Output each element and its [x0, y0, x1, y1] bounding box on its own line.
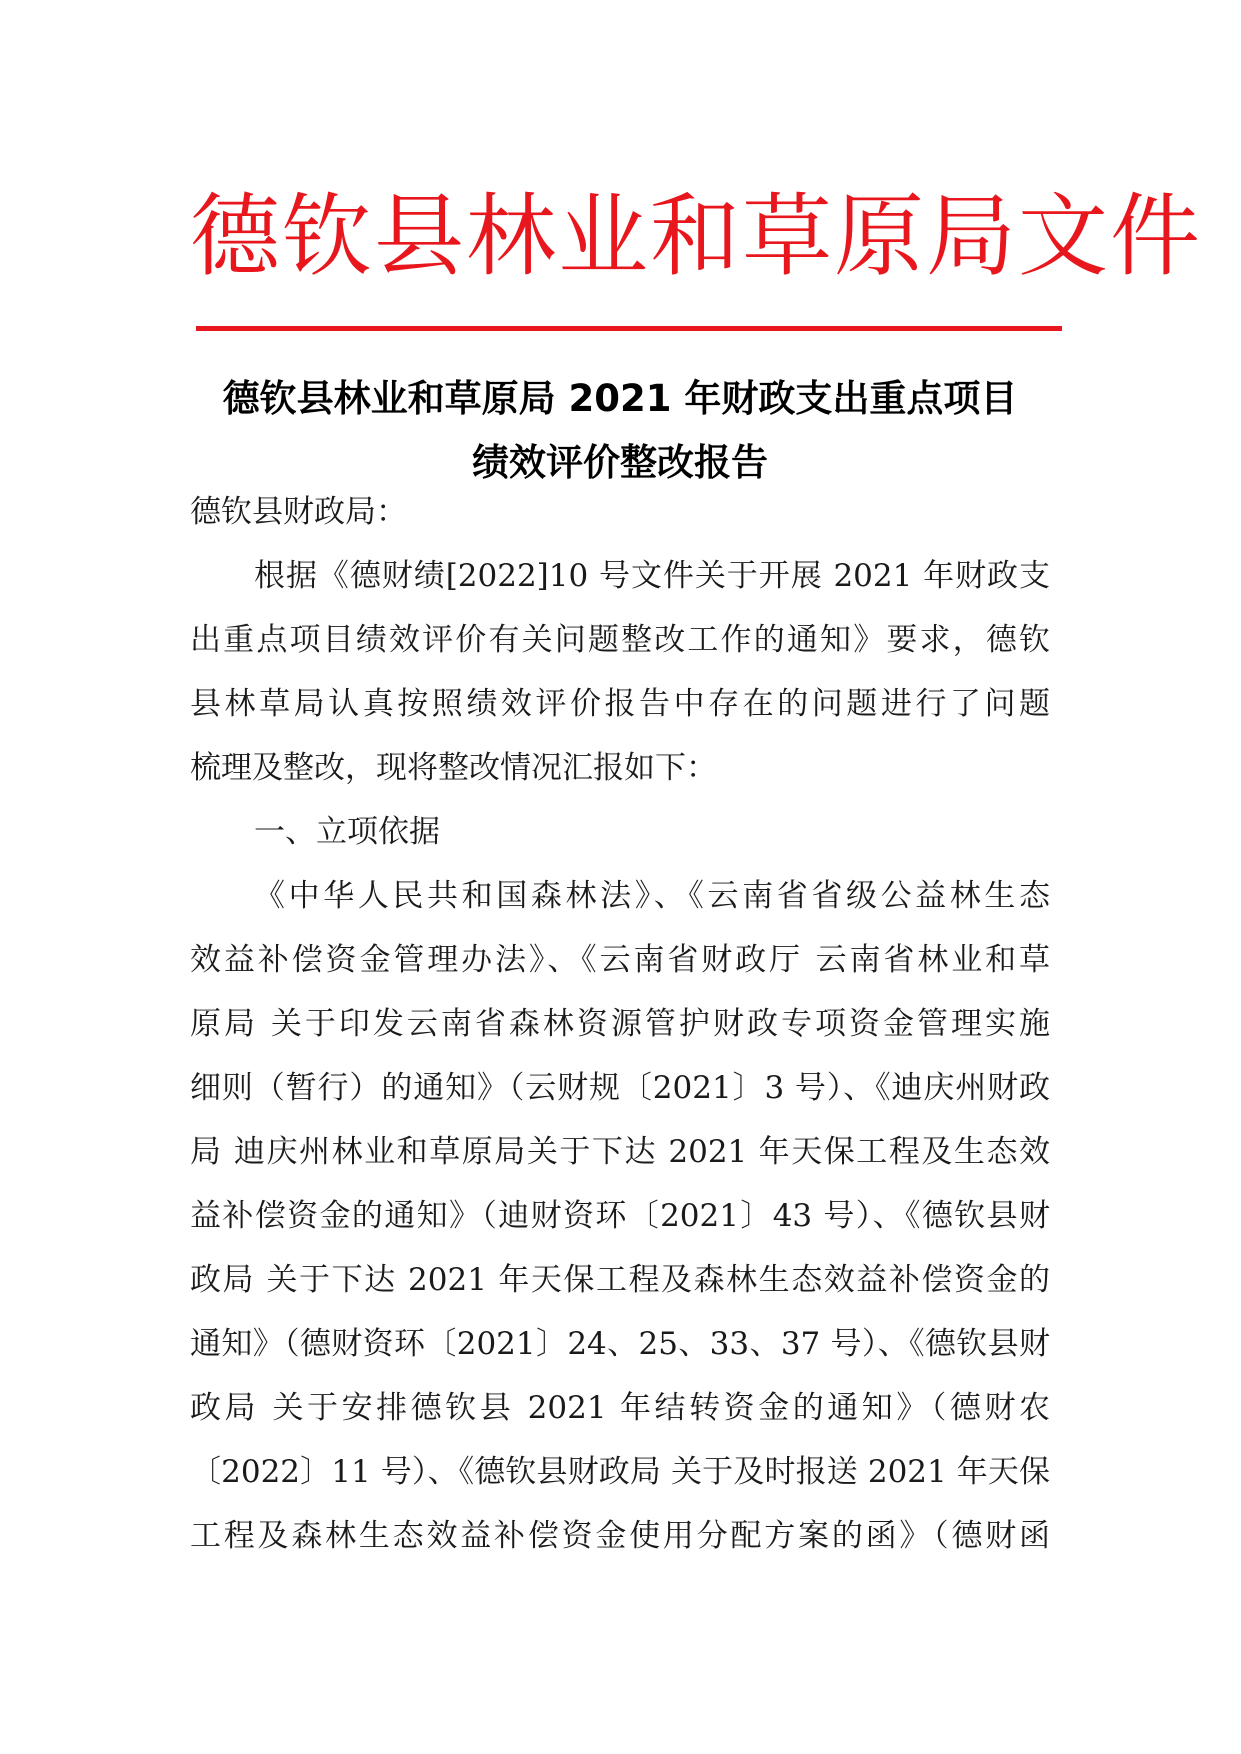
intro-line: 县林草局认真按照绩效评价报告中存在的问题进行了问题 [190, 686, 1050, 722]
section1-line: 政局 关于下达 2021 年天保工程及森林生态效益补偿资金的 [190, 1262, 1050, 1298]
section1-line: 效益补偿资金管理办法》、《云南省财政厅 云南省林业和草 [190, 942, 1050, 978]
section1-line: 局 迪庆州林业和草原局关于下达 2021 年天保工程及生态效 [190, 1134, 1050, 1170]
intro-line: 出重点项目绩效评价有关问题整改工作的通知》要求，德钦 [190, 622, 1050, 658]
section1-line: 工程及森林生态效益补偿资金使用分配方案的函》（德财函 [190, 1518, 1050, 1554]
intro-line: 梳理及整改，现将整改情况汇报如下： [190, 750, 717, 786]
section1-line: 〔2022〕11 号）、《德钦县财政局 关于及时报送 2021 年天保 [190, 1454, 1050, 1490]
document-title-line-2: 绩效评价整改报告 [472, 441, 768, 484]
section1-line: 原局 关于印发云南省森林资源管护财政专项资金管理实施 [190, 1006, 1050, 1042]
header-red-rule [196, 326, 1062, 331]
document-title-line-1: 德钦县林业和草原局 2021 年财政支出重点项目 [222, 377, 1018, 420]
section1-line: 政局 关于安排德钦县 2021 年结转资金的通知》（德财农 [190, 1390, 1050, 1426]
section1-line: 益补偿资金的通知》（迪财资环〔2021〕43 号）、《德钦县财 [190, 1198, 1050, 1234]
section-heading-1: 一、立项依据 [254, 814, 440, 850]
section1-line: 《中华人民共和国森林法》、《云南省省级公益林生态 [254, 878, 1050, 914]
org-header-title: 德钦县林业和草原局文件 [190, 184, 1202, 289]
section1-line: 通知》（德财资环〔2021〕24、25、33、37 号）、《德钦县财 [190, 1326, 1050, 1362]
addressee: 德钦县财政局： [190, 494, 407, 530]
intro-line: 根据《德财绩[2022]10 号文件关于开展 2021 年财政支 [254, 558, 1050, 594]
section1-line: 细则（暂行）的通知》（云财规〔2021〕3 号）、《迪庆州财政 [190, 1070, 1050, 1106]
